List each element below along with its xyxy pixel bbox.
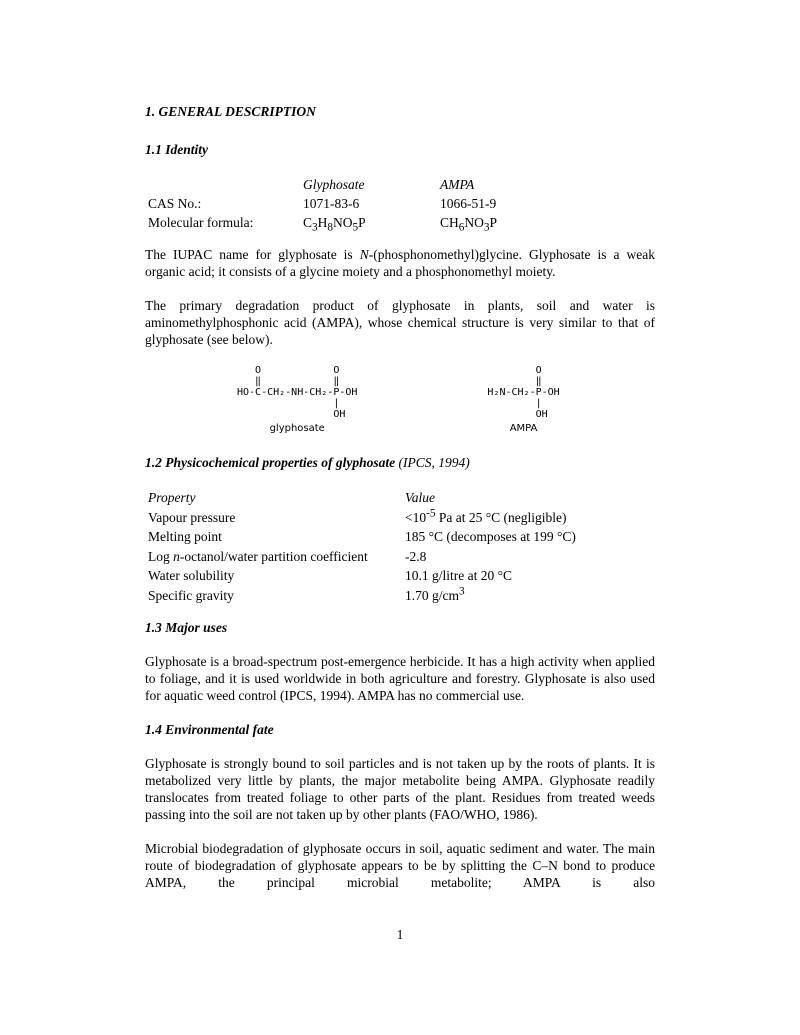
chemical-structures: [237, 365, 655, 434]
property-column-header: Property: [148, 490, 196, 505]
properties-table: [145, 488, 655, 605]
property-cell: Log n-octanol/water partition coefficient: [148, 548, 368, 564]
value-cell: 1.70 $g/cm^3$: [405, 585, 465, 603]
structure-line: O: [487, 365, 542, 376]
identity-table: [145, 175, 655, 232]
structure-line: ‖ ‖: [237, 376, 340, 387]
structure-line: |: [487, 398, 542, 409]
section-heading-major-uses: 1.3 Major uses: [145, 620, 228, 635]
glyphosate-structure-label: glyphosate: [269, 423, 325, 434]
identity-header-spacer: [148, 175, 303, 194]
structure-line: OH: [237, 409, 346, 420]
molecular-formula-ampa: $CH_6NO_3P$: [440, 215, 498, 234]
molecular-formula-glyphosate: $C_3H_8NO_5P$: [303, 215, 366, 234]
structure-line: H₂N-CH₂-P-OH: [487, 387, 560, 398]
table-row-specific-gravity: [148, 586, 655, 606]
molecular-formula-label: Molecular formula:: [148, 215, 254, 230]
page-number: 1: [396, 927, 404, 942]
cas-label: CAS No.:: [148, 196, 202, 211]
value-cell: 185 °C (decomposes at 199 °C): [405, 529, 576, 544]
heading-reference: (IPCS, 1994): [395, 455, 470, 470]
structure-line: HO-C-CH₂-NH-CH₂-P-OH: [237, 387, 358, 398]
paragraph-iupac-name: The IUPAC name for glyphosate is N-(phosphonomethyl)glycine. Glyphosate is a weak organic acid; it consists of a glycine moiety and a phosphonomethyl moiety.: [145, 247, 655, 279]
heading-main-text: 1.2 Physicochemical properties of glyphosate: [145, 455, 396, 470]
properties-table-header-row: [148, 488, 655, 508]
structure-line: ‖: [487, 376, 542, 387]
property-cell: Specific gravity: [148, 587, 234, 603]
value-cell: 10.1 g/litre at 20 °C: [405, 568, 513, 583]
section-heading-physicochemical-properties: [145, 454, 655, 471]
identity-header-glyphosate: Glyphosate: [303, 177, 365, 192]
cas-value-glyphosate: 1071-83-6: [303, 196, 360, 211]
ampa-structure-label: AMPA: [509, 423, 538, 434]
paragraph-degradation-product: The primary degradation product of glyphosate in plants, soil and water is aminomethylphosphonic acid (AMPA), whose chemical structure is very similar to that of glyphosate (see below).: [145, 298, 655, 347]
table-row-cas: [148, 194, 655, 213]
section-heading-environmental-fate: 1.4 Environmental fate: [145, 722, 274, 737]
structure-line: |: [237, 398, 340, 409]
structure-line: OH: [487, 409, 548, 420]
table-row-water-solubility: [148, 566, 655, 586]
ampa-structure: [487, 365, 559, 434]
identity-table-header-row: [148, 175, 655, 194]
table-row-vapour-pressure: [148, 508, 655, 528]
table-row-molecular-formula: [148, 213, 655, 232]
paragraph-environmental-fate-2: Microbial biodegradation of glyphosate occurs in soil, aquatic sediment and water. The main route of biodegradation of glyphosate appears to be by splitting the C–N bond to produce AMPA, the principal microbial metabolite; AMPA is also: [145, 841, 655, 890]
paragraph-environmental-fate-1: Glyphosate is strongly bound to soil particles and is not taken up by the roots of plants. It is metabolized very little by plants, the major metabolite being AMPA. Glyphosate readily translocates from treated foliage to other parts of the plant. Residues from treated weeds passing into the soil are not taken up by other plants (FAO/WHO, 1986).: [145, 756, 655, 822]
value-column-header: Value: [405, 490, 435, 505]
property-cell: Melting point: [148, 529, 222, 544]
property-cell: Vapour pressure: [148, 509, 236, 525]
identity-header-ampa: AMPA: [440, 177, 475, 192]
property-cell: Water solubility: [148, 568, 235, 583]
table-row-partition-coefficient: [148, 547, 655, 567]
value-cell: $<10^{-5}$ Pa at 25 °C (negligible): [405, 507, 567, 525]
paragraph-major-uses: Glyphosate is a broad-spectrum post-emergence herbicide. It has a high activity when applied to foliage, and it is used worldwide in both agriculture and forestry. Glyphosate is also used for aquatic weed control (IPCS, 1994). AMPA has no commercial use.: [145, 654, 655, 703]
section-heading-identity: 1.1 Identity: [145, 142, 208, 157]
glyphosate-structure: [237, 365, 357, 434]
value-cell: -2.8: [405, 548, 427, 564]
cas-value-ampa: 1066-51-9: [440, 196, 497, 211]
section-heading-general-description: 1. GENERAL DESCRIPTION: [145, 104, 316, 119]
table-row-melting-point: [148, 527, 655, 547]
structure-line: O O: [237, 365, 340, 376]
